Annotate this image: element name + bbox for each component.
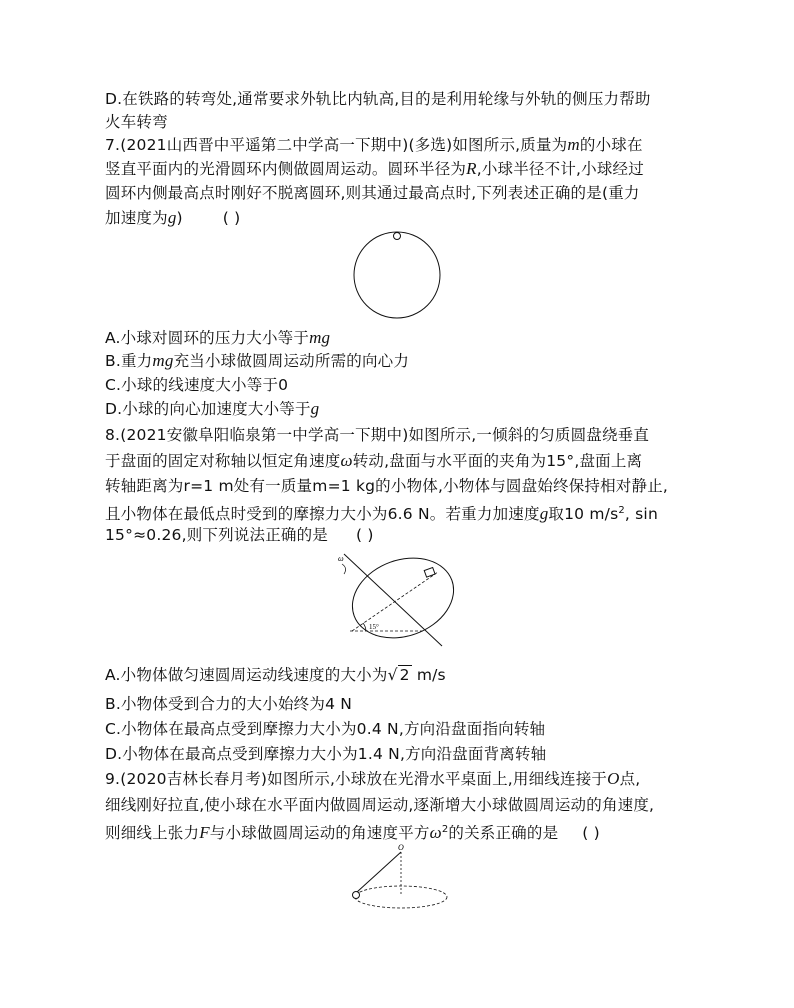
q8-option-b[interactable]: [105, 693, 352, 715]
q8-option-a[interactable]: [105, 664, 446, 686]
fig-O-label: O: [398, 843, 404, 852]
q7-text: 如图所示,质量为: [452, 136, 568, 154]
q8-line3: [105, 475, 668, 497]
q7-line2: [105, 158, 644, 180]
q8-line1: [105, 424, 649, 446]
option-text: B.小物体受到合力的大小始终为: [105, 695, 326, 713]
q7-text: 加速度为: [105, 209, 168, 227]
option-var: mg: [152, 351, 174, 370]
option-var: 4 N: [325, 695, 353, 713]
option-text: C.小球的线速度大小等于: [105, 376, 279, 394]
q8-line4: [105, 500, 658, 525]
q7-type: (多选): [408, 136, 453, 154]
option-unit: m/s: [411, 666, 446, 684]
q8-text: 于盘面的固定对称轴以恒定角速度: [105, 452, 341, 470]
q8-option-d[interactable]: [105, 743, 546, 765]
option-text: ,方向沿盘面背离转轴: [399, 745, 547, 763]
var-g: g: [167, 208, 177, 227]
q8-figure: [330, 550, 470, 650]
omega-arrow: [342, 564, 346, 574]
option-text: A.小球对圆环的压力大小等于: [105, 329, 310, 347]
q8-text: 。若重力加速度: [429, 505, 540, 524]
option-text: 充当小球做圆周运动所需的向心力: [173, 352, 410, 370]
q6-option-d-line2: 火车转弯: [105, 113, 168, 131]
q9-number: 9.: [105, 770, 121, 788]
q7-line3: 圆环内侧最高点时刚好不脱离圆环,则其通过最高点时,下列表述正确的是(重力: [105, 184, 640, 202]
option-var: mg: [309, 328, 331, 347]
answer-blank[interactable]: ( ): [356, 526, 374, 544]
q8-text: 取: [548, 505, 565, 524]
small-ball: [394, 233, 401, 240]
option-var: 0: [278, 376, 289, 394]
q8-text: 的小物体,小物体与圆盘始终保持相对静止,: [375, 477, 669, 495]
q9-text: 的关系正确的是: [448, 824, 559, 843]
q8-number: 8.: [105, 426, 121, 444]
var-omega: ω: [340, 451, 353, 470]
q7-option-c[interactable]: [105, 374, 288, 396]
sqrt-radicand: 2: [399, 666, 410, 684]
answer-blank[interactable]: ( ): [222, 209, 241, 227]
var-R: R: [466, 159, 477, 178]
q7-number: 7.: [105, 136, 121, 154]
option-text: D.小球的向心加速度大小等于: [105, 400, 311, 418]
angle-value: 15°: [546, 452, 575, 470]
q7-source: (2021山西晋中平遥第二中学高一下期中): [120, 136, 409, 154]
q8-option-c[interactable]: [105, 718, 545, 740]
q9-text: 如图所示,小球放在光滑水平桌面上,用细线连接于: [267, 770, 608, 788]
option-text: ,方向沿盘面指向转轴: [398, 720, 546, 738]
var-omega: ω: [429, 823, 442, 843]
answer-blank[interactable]: ( ): [582, 824, 600, 843]
option-text: A.小物体做匀速圆周运动线速度的大小为: [105, 666, 388, 684]
q7-option-a[interactable]: [105, 327, 330, 349]
q8-text: 如图所示,一倾斜的匀质圆盘绕垂直: [408, 426, 650, 444]
q9-source: (2020吉林长春月考): [120, 770, 268, 788]
disk-diameter-dashed: [352, 572, 438, 631]
q8-text: ,则下列说法正确的是: [181, 526, 329, 544]
q7-option-b[interactable]: [105, 350, 409, 372]
small-object: [424, 567, 435, 577]
small-ball: [353, 892, 360, 899]
disk-ellipse: [341, 550, 465, 650]
fig-angle-label: 15°: [369, 623, 379, 631]
option-var: 0.4 N: [356, 720, 399, 738]
q7-text: ,小球半径不计,小球经过: [476, 160, 644, 178]
fig-omega-label: ω: [338, 554, 344, 563]
q7-text: ): [176, 209, 183, 227]
q7-line1: [105, 134, 643, 156]
q9-text: 点,: [619, 770, 641, 788]
q7-line4: [105, 207, 240, 229]
friction-value: 6.6 N: [387, 505, 430, 524]
var-O: O: [607, 769, 620, 788]
g-unit-sup: 2: [618, 505, 625, 516]
q9-text: 与小球做圆周运动的角速度平方: [209, 824, 430, 843]
option-text: D.小物体在最高点受到摩擦力大小为: [105, 745, 358, 763]
var-g: g: [539, 504, 549, 524]
r-value: r=1 m: [183, 477, 234, 495]
q7-text: 的小球在: [579, 136, 643, 154]
option-var: g: [310, 399, 320, 418]
option-text: B.重力: [105, 352, 153, 370]
q8-text: ,盘面上离: [574, 452, 643, 470]
q7-text: 竖直平面内的光滑圆环内侧做圆周运动。圆环半径为: [105, 160, 467, 178]
rotation-axis: [344, 554, 442, 646]
q9-figure: [345, 840, 455, 910]
g-value: 10 m/s: [564, 505, 619, 524]
sqrt-symbol: √ 2: [387, 666, 410, 684]
sin-value: 15°≈0.26: [105, 526, 182, 544]
q7-option-d[interactable]: [105, 398, 319, 420]
q8-text: 且小物体在最低点时受到的摩擦力大小为: [105, 505, 388, 524]
omega-sup: 2: [441, 824, 449, 835]
var-F: F: [199, 823, 210, 843]
q8-line5: [105, 524, 374, 546]
q8-line2: [105, 450, 642, 472]
q8-text: , sin: [624, 505, 658, 524]
m-value: m=1 kg: [312, 477, 376, 495]
q9-line2: 细线刚好拉直,使小球在水平面内做圆周运动,逐渐增大小球做圆周运动的角速度,: [105, 796, 655, 814]
var-m: m: [567, 135, 580, 154]
option-text: C.小物体在最高点受到摩擦力大小为: [105, 720, 357, 738]
q8-text: 转动,盘面与水平面的夹角为: [352, 452, 547, 470]
q9-text: 则细线上张力: [105, 824, 200, 843]
ring-circle: [354, 232, 440, 318]
q6-option-d-line1: D.在铁路的转弯处,通常要求外轨比内轨高,目的是利用轮缘与外轨的侧压力帮助: [105, 90, 651, 108]
q8-text: 处有一质量: [233, 477, 313, 495]
q7-figure: [350, 228, 445, 323]
q8-text: 转轴距离为: [105, 477, 184, 495]
option-var: 1.4 N: [357, 745, 400, 763]
q8-source: (2021安徽阜阳临泉第一中学高一下期中): [120, 426, 409, 444]
q9-line1: [105, 768, 640, 790]
